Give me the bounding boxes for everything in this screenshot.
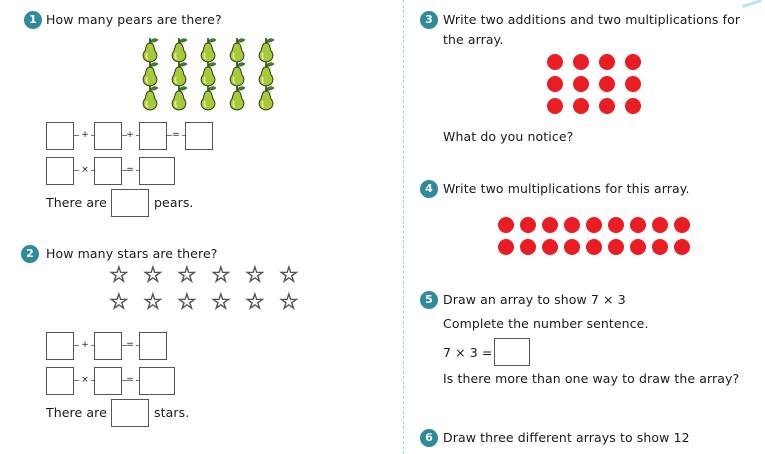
red-counter <box>498 239 514 255</box>
star-icon: ☆ <box>211 290 231 315</box>
red-counter <box>608 217 624 233</box>
red-counter <box>652 239 668 255</box>
answer-box[interactable] <box>46 122 74 150</box>
star-icon: ☆ <box>109 263 129 288</box>
there-are-label: There are <box>46 195 107 210</box>
question-1-badge: 1 <box>24 11 42 29</box>
red-counter <box>520 239 536 255</box>
question-6-badge: 6 <box>420 429 438 447</box>
question-4-text: Write two multiplications for this array. <box>443 181 690 196</box>
star-icon: ☆ <box>143 263 163 288</box>
plus-sign: + <box>81 130 89 140</box>
equals-sign: = <box>172 130 180 140</box>
red-counter <box>547 98 563 114</box>
notice-question: What do you notice? <box>443 129 574 144</box>
pear-icon <box>256 85 276 115</box>
unit-label: pears. <box>154 195 194 210</box>
answer-box[interactable] <box>139 157 175 185</box>
star-icon: ☆ <box>279 263 299 288</box>
answer-box[interactable] <box>494 338 530 366</box>
star-icon: ☆ <box>109 290 129 315</box>
complete-instruction: Complete the number sentence. <box>443 316 649 331</box>
pear-icon <box>169 85 189 115</box>
answer-box[interactable] <box>46 367 74 395</box>
page-divider <box>403 0 404 454</box>
star-icon: ☆ <box>245 263 265 288</box>
red-counter <box>586 217 602 233</box>
answer-box[interactable] <box>94 122 122 150</box>
red-counter <box>674 239 690 255</box>
red-counter <box>573 98 589 114</box>
question-3-text-line1: Write two additions and two multiplications for <box>443 12 741 27</box>
question-3-badge: 3 <box>420 11 438 29</box>
red-counter <box>547 76 563 92</box>
red-counter <box>630 217 646 233</box>
question-4-badge: 4 <box>420 180 438 198</box>
red-counter <box>564 217 580 233</box>
times-sign: × <box>81 375 89 385</box>
red-counter <box>573 76 589 92</box>
answer-box[interactable] <box>139 367 175 395</box>
red-counter <box>542 239 558 255</box>
corner-mark <box>742 0 762 8</box>
star-icon: ☆ <box>143 290 163 315</box>
star-icon: ☆ <box>279 290 299 315</box>
red-counter <box>573 54 589 70</box>
red-counter <box>586 239 602 255</box>
answer-box[interactable] <box>94 367 122 395</box>
there-are-label: There are <box>46 405 107 420</box>
equals-sign: = <box>126 375 134 385</box>
red-counter <box>542 217 558 233</box>
red-counter <box>652 217 668 233</box>
times-sign: × <box>81 165 89 175</box>
more-than-one-way-question: Is there more than one way to draw the array? <box>443 371 740 386</box>
equals-sign: = <box>126 340 134 350</box>
answer-box[interactable] <box>111 189 149 217</box>
red-counter <box>599 76 615 92</box>
red-counter <box>599 54 615 70</box>
star-icon: ☆ <box>245 290 265 315</box>
red-counter <box>547 54 563 70</box>
star-icon: ☆ <box>177 263 197 288</box>
question-3-text-line2: the array. <box>443 32 504 47</box>
answer-box[interactable] <box>139 122 167 150</box>
red-counter <box>608 239 624 255</box>
red-counter <box>564 239 580 255</box>
plus-sign: + <box>81 340 89 350</box>
answer-box[interactable] <box>139 332 167 360</box>
number-sentence: 7 × 3 = <box>443 345 493 360</box>
red-counter <box>599 98 615 114</box>
pear-icon <box>198 85 218 115</box>
answer-box[interactable] <box>46 332 74 360</box>
red-counter <box>520 217 536 233</box>
red-counter <box>625 76 641 92</box>
question-1-text: How many pears are there? <box>46 12 222 27</box>
answer-box[interactable] <box>185 122 213 150</box>
red-counter <box>630 239 646 255</box>
red-counter <box>674 217 690 233</box>
question-6-text: Draw three different arrays to show 12 <box>443 430 690 445</box>
question-5-text: Draw an array to show 7 × 3 <box>443 292 626 307</box>
red-counter <box>625 98 641 114</box>
question-2-text: How many stars are there? <box>46 246 218 261</box>
unit-label: stars. <box>154 405 190 420</box>
answer-box[interactable] <box>94 157 122 185</box>
plus-sign: + <box>126 130 134 140</box>
equals-sign: = <box>126 165 134 175</box>
red-counter <box>625 54 641 70</box>
pear-icon <box>227 85 247 115</box>
star-icon: ☆ <box>177 290 197 315</box>
answer-box[interactable] <box>111 399 149 427</box>
answer-box[interactable] <box>94 332 122 360</box>
answer-box[interactable] <box>46 157 74 185</box>
star-icon: ☆ <box>211 263 231 288</box>
pear-icon <box>140 85 160 115</box>
question-2-badge: 2 <box>21 245 39 263</box>
red-counter <box>498 217 514 233</box>
question-5-badge: 5 <box>420 291 438 309</box>
